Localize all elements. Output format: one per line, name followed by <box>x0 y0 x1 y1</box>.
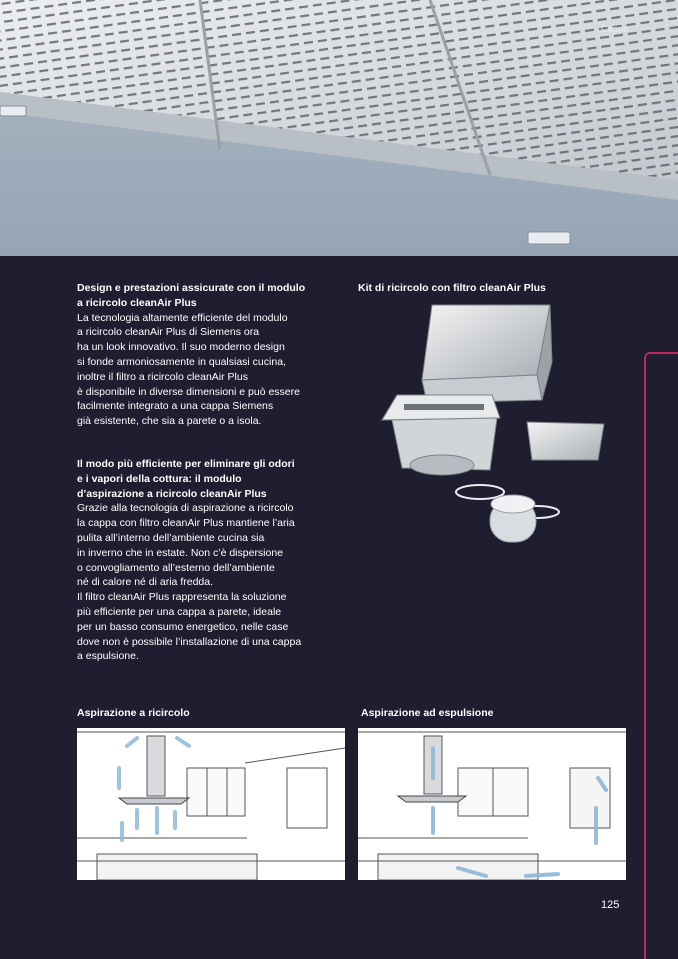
block2-heading-line-1: Il modo più efficiente per eliminare gli odori <box>77 458 295 470</box>
body-line: o convogliamento all’esterno dell’ambiente <box>77 561 275 574</box>
body-line: pulita all’interno dell’ambiente cucina sia <box>77 531 265 544</box>
block2-heading <box>77 457 327 501</box>
efficiency-text-block <box>77 457 327 664</box>
recirculation-kit-illustration <box>372 300 612 555</box>
block1-heading <box>77 281 327 311</box>
extraction-diagram-title: Aspirazione ad espulsione <box>361 707 494 719</box>
body-line: a espulsione. <box>77 650 139 663</box>
recirculation-diagram <box>77 728 345 880</box>
block2-body <box>77 501 327 664</box>
body-line: già esistente, che sia a parete o a isola. <box>77 415 262 428</box>
body-line: in inverno che in estate. Non c’è dispersione <box>77 546 284 559</box>
block1-heading-line-1: Design e prestazioni assicurate con il modulo <box>77 282 306 294</box>
body-line: la cappa con filtro cleanAir Plus mantiene l’aria <box>77 517 295 530</box>
body-line: si fonde armoniosamente in qualsiasi cucina, <box>77 355 286 368</box>
body-line: inoltre il filtro a ricircolo cleanAir Plus <box>77 370 248 383</box>
body-line: Il filtro cleanAir Plus rappresenta la soluzione <box>77 591 287 604</box>
block1-heading-line-2: a ricircolo cleanAir Plus <box>77 296 197 309</box>
hero-ceiling-image <box>0 0 678 256</box>
page-number: 125 <box>601 899 620 911</box>
extraction-diagram <box>358 728 626 880</box>
intro-text-block <box>77 281 327 429</box>
body-line: facilmente integrato a una cappa Siemens <box>77 400 274 413</box>
body-line: né di calore né di aria fredda. <box>77 576 214 589</box>
block2-heading-line-3: d’aspirazione a ricircolo cleanAir Plus <box>77 487 267 500</box>
body-line: La tecnologia altamente efficiente del modulo <box>77 311 288 324</box>
block1-body <box>77 311 327 429</box>
body-line: a ricircolo cleanAir Plus di Siemens ora <box>77 326 260 339</box>
section-tab-bar <box>644 352 678 959</box>
block2-heading-line-2: e i vapori della cottura: il modulo <box>77 472 242 485</box>
body-line: per un basso consumo energetico, nelle case <box>77 620 289 633</box>
body-line: più efficiente per una cappa a parete, ideale <box>77 605 282 618</box>
body-line: Grazie alla tecnologia di aspirazione a ricircolo <box>77 502 294 515</box>
body-line: ha un look innovativo. Il suo moderno design <box>77 341 285 354</box>
section-label: Cappe <box>601 24 629 34</box>
body-line: è disponibile in diverse dimensioni e può essere <box>77 385 300 398</box>
recirculation-diagram-title: Aspirazione a ricircolo <box>77 707 190 719</box>
body-line: dove non è possibile l’installazione di una cappa <box>77 635 302 648</box>
kit-title: Kit di ricircolo con filtro cleanAir Plus <box>358 282 546 294</box>
